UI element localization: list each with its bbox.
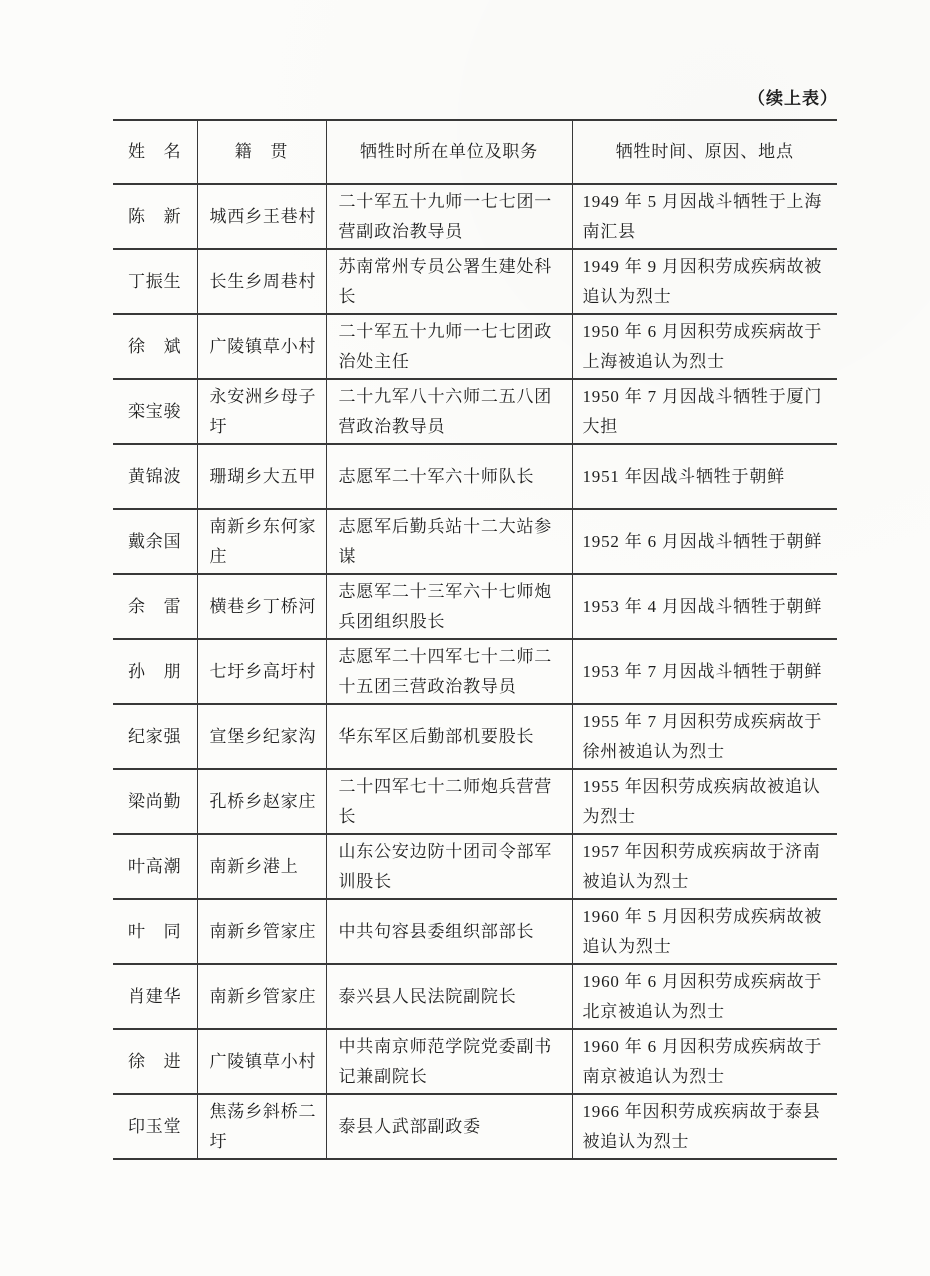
native-place-cell: 珊瑚乡大五甲 <box>197 444 326 509</box>
table-row <box>113 704 837 769</box>
martyr-name-cell: 丁振生 <box>113 249 197 314</box>
martyr-name-cell: 纪家强 <box>113 704 197 769</box>
unit-position-cell: 中共句容县委组织部部长 <box>326 899 572 964</box>
continuation-note: （续上表） <box>748 89 838 108</box>
native-place-cell: 南新乡管家庄 <box>197 899 326 964</box>
sacrifice-details-cell: 1951 年因战斗牺牲于朝鲜 <box>572 444 837 509</box>
sacrifice-details-cell: 1957 年因积劳成疾病故于济南被追认为烈士 <box>572 834 837 899</box>
table-row <box>113 964 837 1029</box>
native-place-cell: 广陵镇草小村 <box>197 1029 326 1094</box>
header-row <box>113 120 837 184</box>
martyr-name-cell: 陈 新 <box>113 184 197 249</box>
table-row <box>113 1094 837 1159</box>
native-place-cell: 城西乡王巷村 <box>197 184 326 249</box>
martyr-name-cell: 梁尚勤 <box>113 769 197 834</box>
native-place-cell: 横巷乡丁桥河 <box>197 574 326 639</box>
sacrifice-details-cell: 1953 年 7 月因战斗牺牲于朝鲜 <box>572 639 837 704</box>
martyr-roster-table <box>113 119 837 1160</box>
unit-position-cell: 二十军五十九师一七七团政治处主任 <box>326 314 572 379</box>
table-row <box>113 639 837 704</box>
unit-position-cell: 泰县人武部副政委 <box>326 1094 572 1159</box>
native-place-cell: 宣堡乡纪家沟 <box>197 704 326 769</box>
martyr-name-cell: 肖建华 <box>113 964 197 1029</box>
martyr-name-cell: 徐 进 <box>113 1029 197 1094</box>
native-place-cell: 永安洲乡母子圩 <box>197 379 326 444</box>
martyr-name-cell: 戴余国 <box>113 509 197 574</box>
unit-position-cell: 泰兴县人民法院副院长 <box>326 964 572 1029</box>
table-row <box>113 314 837 379</box>
sacrifice-details-cell: 1950 年 6 月因积劳成疾病故于上海被追认为烈士 <box>572 314 837 379</box>
table-body <box>113 184 837 1159</box>
unit-position-cell: 中共南京师范学院党委副书记兼副院长 <box>326 1029 572 1094</box>
column-header-name: 姓 名 <box>113 120 197 184</box>
table-row <box>113 1029 837 1094</box>
martyr-name-cell: 黄锦波 <box>113 444 197 509</box>
unit-position-cell: 华东军区后勤部机要股长 <box>326 704 572 769</box>
unit-position-cell: 二十九军八十六师二五八团营政治教导员 <box>326 379 572 444</box>
unit-position-cell: 志愿军二十军六十师队长 <box>326 444 572 509</box>
table-row <box>113 249 837 314</box>
martyr-name-cell: 叶高潮 <box>113 834 197 899</box>
sacrifice-details-cell: 1955 年 7 月因积劳成疾病故于徐州被追认为烈士 <box>572 704 837 769</box>
native-place-cell: 南新乡港上 <box>197 834 326 899</box>
native-place-cell: 南新乡管家庄 <box>197 964 326 1029</box>
unit-position-cell: 苏南常州专员公署生建处科长 <box>326 249 572 314</box>
native-place-cell: 广陵镇草小村 <box>197 314 326 379</box>
native-place-cell: 焦荡乡斜桥二圩 <box>197 1094 326 1159</box>
column-header-origin: 籍 贯 <box>197 120 326 184</box>
martyr-name-cell: 徐 斌 <box>113 314 197 379</box>
table-row <box>113 509 837 574</box>
sacrifice-details-cell: 1960 年 6 月因积劳成疾病故于北京被追认为烈士 <box>572 964 837 1029</box>
sacrifice-details-cell: 1952 年 6 月因战斗牺牲于朝鲜 <box>572 509 837 574</box>
sacrifice-details-cell: 1949 年 5 月因战斗牺牲于上海南汇县 <box>572 184 837 249</box>
sacrifice-details-cell: 1949 年 9 月因积劳成疾病故被追认为烈士 <box>572 249 837 314</box>
table-row <box>113 379 837 444</box>
sacrifice-details-cell: 1960 年 5 月因积劳成疾病故被追认为烈士 <box>572 899 837 964</box>
table-row <box>113 444 837 509</box>
table-row <box>113 834 837 899</box>
unit-position-cell: 山东公安边防十团司令部军训股长 <box>326 834 572 899</box>
sacrifice-details-cell: 1960 年 6 月因积劳成疾病故于南京被追认为烈士 <box>572 1029 837 1094</box>
martyr-name-cell: 孙 朋 <box>113 639 197 704</box>
unit-position-cell: 志愿军后勤兵站十二大站参谋 <box>326 509 572 574</box>
martyr-name-cell: 叶 同 <box>113 899 197 964</box>
martyr-name-cell: 印玉堂 <box>113 1094 197 1159</box>
column-header-unit: 牺牲时所在单位及职务 <box>326 120 572 184</box>
table-header <box>113 120 837 184</box>
unit-position-cell: 二十军五十九师一七七团一营副政治教导员 <box>326 184 572 249</box>
unit-position-cell: 二十四军七十二师炮兵营营长 <box>326 769 572 834</box>
sacrifice-details-cell: 1966 年因积劳成疾病故于泰县被追认为烈士 <box>572 1094 837 1159</box>
native-place-cell: 长生乡周巷村 <box>197 249 326 314</box>
sacrifice-details-cell: 1953 年 4 月因战斗牺牲于朝鲜 <box>572 574 837 639</box>
native-place-cell: 孔桥乡赵家庄 <box>197 769 326 834</box>
sacrifice-details-cell: 1955 年因积劳成疾病故被追认为烈士 <box>572 769 837 834</box>
table-row <box>113 184 837 249</box>
column-header-details: 牺牲时间、原因、地点 <box>572 120 837 184</box>
unit-position-cell: 志愿军二十四军七十二师二十五团三营政治教导员 <box>326 639 572 704</box>
table-row <box>113 574 837 639</box>
table-row <box>113 769 837 834</box>
martyr-name-cell: 余 雷 <box>113 574 197 639</box>
unit-position-cell: 志愿军二十三军六十七师炮兵团组织股长 <box>326 574 572 639</box>
martyr-name-cell: 栾宝骏 <box>113 379 197 444</box>
native-place-cell: 南新乡东何家庄 <box>197 509 326 574</box>
native-place-cell: 七圩乡高圩村 <box>197 639 326 704</box>
sacrifice-details-cell: 1950 年 7 月因战斗牺牲于厦门大担 <box>572 379 837 444</box>
table-row <box>113 899 837 964</box>
